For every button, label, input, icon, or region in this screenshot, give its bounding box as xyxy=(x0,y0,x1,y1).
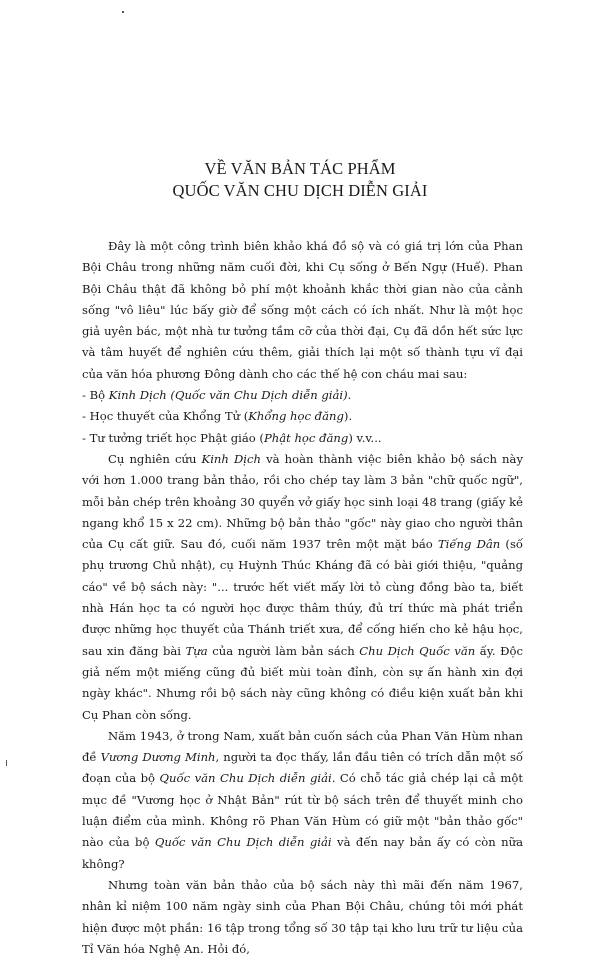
italic-text: Vương Dương Minh xyxy=(100,750,216,765)
italic-text: Tiếng Dân xyxy=(437,537,501,552)
paragraph xyxy=(82,726,523,875)
body-text xyxy=(82,236,523,960)
text-run: ) v.v... xyxy=(348,430,382,445)
italic-text: Phật học đăng xyxy=(263,430,349,445)
italic-text: Quốc văn Chu Dịch diễn giải xyxy=(159,771,332,786)
text-run: và hoàn thành việc biên khảo bộ sách này với hơn 1.000 trang bản thảo, rồi cho chép tay làm 3 bản "chữ quốc ngữ", mỗi bản chép trên khoảng 30 quyển vở giấy học sinh loại 48 trang (giấy kẻ ngang khổ 15 x 22 cm). Những bộ bản thảo "gốc" này giao cho người thân của Cụ cất giữ. Sau đó, cuối năm 1937 trên một mặt báo xyxy=(82,451,523,552)
page-title xyxy=(0,158,600,202)
text-run: và đến nay bản ấy có còn nữa không? xyxy=(82,835,523,871)
text-run: - Học thuyết của Khổng Tử ( xyxy=(82,409,249,424)
list-item xyxy=(82,428,523,449)
title-line-2: QUỐC VĂN CHU DỊCH DIỄN GIẢI xyxy=(172,181,428,200)
text-run: Năm 1943, ở trong Nam, xuất bản cuốn sách của Phan Văn Hùm nhan đề xyxy=(82,728,523,765)
list-item xyxy=(82,406,523,427)
list-item xyxy=(82,385,523,406)
italic-text: Tựa xyxy=(185,643,208,658)
text-run: Đây là một công trình biên khảo khá đồ sộ và có giá trị lớn của Phan Bội Châu trong những năm cuối đời, khi Cụ sống ở Bến Ngự (Huế). Phan Bội Châu thật đã không bỏ phí một khoảnh khắc thời gian nào của cảnh sống "vô liêu" lúc bấy giờ để sống một cách có ích nhất. Như là một học giả uyên bác, một nhà tư tưởng tầm cỡ của thời đại, Cụ đã dồn hết sức lực và tâm huyết để nghiên cứu thêm, giải thích lại một số thành tựu vĩ đại của văn hóa phương Đông dành cho các thế hệ con cháu mai sau: xyxy=(82,239,523,381)
text-run: . xyxy=(347,388,352,403)
italic-text: Quốc văn Chu Dịch diễn giải xyxy=(154,835,332,850)
italic-text: Chu Dịch Quốc văn xyxy=(359,643,476,658)
scan-mark xyxy=(6,760,7,766)
text-run: ấy. Độc giả nếm một miếng cũng đủ biết mùi toàn đỉnh, còn sự ấn hành xin đợi ngày khác". Nhưng rồi bộ sách này cũng không có điều kiện xuất bản khi Cụ Phan còn sống. xyxy=(82,643,523,722)
text-run: - Bộ xyxy=(82,388,109,403)
text-run: Cụ nghiên cứu xyxy=(108,451,202,466)
italic-text: Khổng học đăng xyxy=(248,409,344,424)
paragraph xyxy=(82,236,523,385)
scan-dot xyxy=(122,11,124,13)
text-run: ). xyxy=(343,409,353,424)
text-run: (số phụ trương Chủ nhật), cụ Huỳnh Thúc Kháng đã có bài giới thiệu, "quảng cáo" về bộ sách này: "... trước hết viết mấy lời tỏ cùng đồng bào ta, biết nhà Hán học ta có người học được thâm thúy, đủ trí thức mà phát triển được những học thuyết của Thánh triết xưa, để cống hiến cho kẻ hậu học, sau xin đăng bài xyxy=(82,537,523,658)
paragraph xyxy=(82,875,523,960)
italic-text: Kinh Dịch xyxy=(201,451,261,466)
text-run: - Tư tưởng triết học Phật giáo ( xyxy=(82,430,264,445)
text-run: . Có chỗ tác giả chép lại cả một mục đề "Vương học ở Nhật Bản" rút từ bộ sách trên để thuyết minh cho luận điểm của mình. Không rõ Phan Văn Hùm có giữ một "bản thảo gốc" nào của bộ xyxy=(82,771,523,850)
paragraph xyxy=(82,449,523,726)
text-run: Nhưng toàn văn bản thảo của bộ sách này thì mãi đến năm 1967, nhân kỉ niệm 100 năm ngày sinh của Phan Bội Châu, chúng tôi mới phát hiện được một phần: 16 tập trong tổng số 30 tập tại kho lưu trữ tư liệu của Tỉ Văn hóa Nghệ An. Hỏi đó, xyxy=(82,877,523,956)
italic-text: Kinh Dịch (Quốc văn Chu Dịch diễn giải) xyxy=(108,388,348,403)
title-line-1: VỀ VĂN BẢN TÁC PHẨM xyxy=(204,159,396,178)
text-run: , người ta đọc thấy, lần đầu tiên có trích dẫn một số đoạn của bộ xyxy=(82,750,523,786)
text-run: của người làm bản sách xyxy=(207,643,360,658)
